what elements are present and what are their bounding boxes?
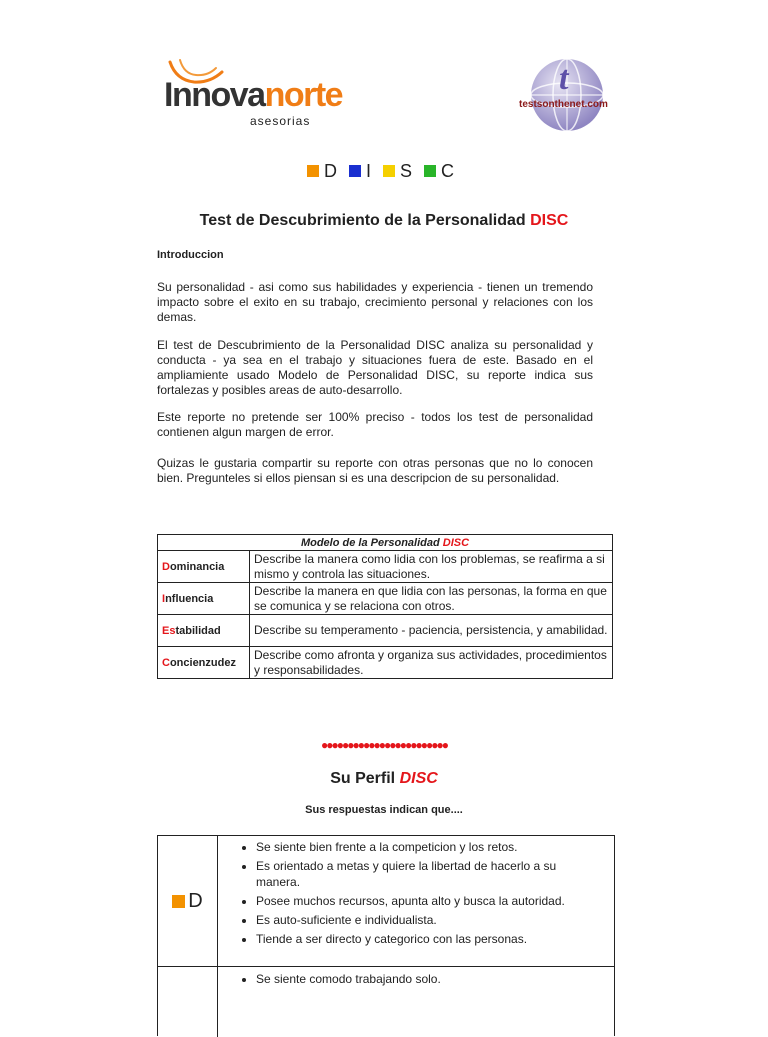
brand-name: Innovanorte	[164, 76, 343, 114]
trait-name: Dominancia	[158, 551, 250, 583]
profile-row-d	[158, 836, 614, 967]
intro-paragraph: El test de Descubrimiento de la Personalidad DISC analiza su personalidad y conducta - ya sea en el trabajo y situaciones fuera de este. Basado en el ampliamiente usado Modelo de Personalidad DISC, su reporte indica sus fortalezas y posibles areas de auto-desarrollo.	[157, 338, 593, 397]
disc-i-square	[349, 165, 361, 177]
profile-d-square	[172, 895, 185, 908]
table-row	[158, 615, 613, 647]
intro-paragraph: Este reporte no pretende ser 100% preciso - todos los test de personalidad contienen algun margen de error.	[157, 410, 593, 439]
intro-paragraph: Su personalidad - asi como sus habilidades y experiencia - tienen un tremendo impacto sobre el exito en su trabajo, crecimiento personal y relaciones con los demas.	[157, 280, 593, 324]
disc-s-square	[383, 165, 395, 177]
profile-d-label: D	[158, 836, 218, 966]
disc-d-letter: D	[324, 161, 337, 181]
trait-name: Influencia	[158, 583, 250, 615]
profile-table	[157, 835, 615, 1036]
disc-d-square	[307, 165, 319, 177]
list-item: • Tiende a ser directo y categorico con las personas.	[256, 931, 596, 947]
trait-description: Describe la manera en que lidia con las personas, la forma en que se comunica y se relaciona con otros.	[250, 583, 613, 615]
disc-c-letter: C	[441, 161, 455, 181]
intro-heading: Introduccion	[157, 249, 224, 261]
model-table-caption: Modelo de la Personalidad DISC	[158, 535, 613, 551]
list-item: • Posee muchos recursos, apunta alto y busca la autoridad.	[256, 893, 596, 909]
disc-s-letter: S	[400, 161, 413, 181]
site-name: testsonthenet.com	[519, 99, 608, 110]
innovanorte-logo	[162, 58, 343, 130]
intro-paragraph: Quizas le gustaria compartir su reporte con otras personas que no lo conocen bien. Pregunteles si ellos piensan si es una descripcion de su personalidad.	[157, 456, 593, 485]
table-row	[158, 551, 613, 583]
profile-d-list	[218, 839, 596, 950]
dot-separator: ●●●●●●●●●●●●●●●●●●●●●●●●	[321, 738, 447, 752]
list-item: • Es orientado a metas y quiere la libertad de hacerlo a su manera.	[256, 858, 596, 890]
list-item: • Se siente bien frente a la competicion y los retos.	[256, 839, 596, 855]
logo-letter: t	[559, 60, 569, 97]
profile-next-label	[158, 967, 218, 1037]
trait-name: Estabilidad	[158, 615, 250, 647]
profile-row-next	[158, 967, 614, 1037]
brand-subtitle: asesorias	[250, 114, 311, 128]
testsonthenet-logo	[505, 55, 623, 135]
disc-mark	[307, 161, 466, 181]
profile-next-list	[218, 971, 596, 990]
profile-subtitle: Sus respuestas indican que....	[305, 804, 463, 816]
profile-title: Su Perfil DISC	[330, 770, 438, 787]
list-item: • Se siente comodo trabajando solo.	[256, 971, 596, 987]
trait-description: Describe la manera como lidia con los problemas, se reafirma a si mismo y controla las situaciones.	[250, 551, 613, 583]
table-row	[158, 647, 613, 679]
disc-c-square	[424, 165, 436, 177]
disc-i-letter: I	[366, 161, 372, 181]
trait-name: Concienzudez	[158, 647, 250, 679]
table-row	[158, 583, 613, 615]
page-title: Test de Descubrimiento de la Personalidad DISC	[199, 212, 569, 229]
trait-description: Describe su temperamento - paciencia, persistencia, y amabilidad.	[250, 615, 613, 647]
list-item: • Es auto-suficiente e individualista.	[256, 912, 596, 928]
disc-model-table	[157, 534, 613, 679]
globe-icon	[527, 55, 607, 135]
trait-description: Describe como afronta y organiza sus actividades, procedimientos y responsabilidades.	[250, 647, 613, 679]
